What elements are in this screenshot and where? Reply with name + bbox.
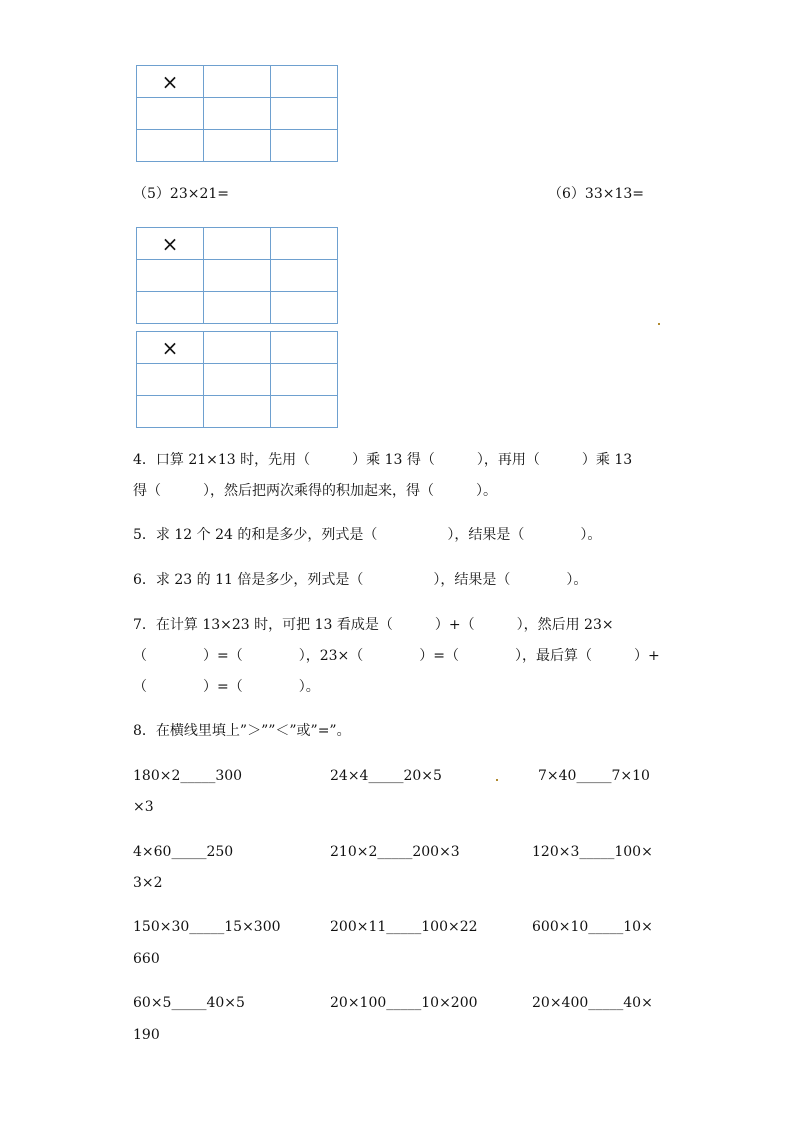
question-8-title: 8．在横线里填上”＞””＜”或”=”。 xyxy=(133,723,351,739)
question-5-label: （5）23×21= xyxy=(133,186,229,202)
grid-cell[interactable] xyxy=(271,292,338,324)
multiplication-grid-3 xyxy=(136,331,338,428)
comparison-3b: 200×11_____100×22 xyxy=(330,919,478,935)
comparison-2c-wrap: 3×2 xyxy=(133,875,163,891)
grid-cell[interactable] xyxy=(271,98,338,130)
grid-cell[interactable] xyxy=(271,396,338,428)
question-7-line-2: （ ）=（ ），23×（ ）=（ ），最后算（ ）+ xyxy=(133,648,660,664)
times-symbol: × xyxy=(137,332,204,364)
comparison-1a: 180×2_____300 xyxy=(133,768,243,784)
grid-cell[interactable] xyxy=(271,228,338,260)
grid-cell[interactable] xyxy=(137,292,204,324)
multiplication-grid-1 xyxy=(136,65,338,162)
grid-cell[interactable] xyxy=(204,260,271,292)
comparison-1c-wrap: ×3 xyxy=(133,799,154,815)
multiplication-grid-2 xyxy=(136,227,338,324)
grid-cell[interactable] xyxy=(204,292,271,324)
grid-cell[interactable] xyxy=(271,364,338,396)
grid-cell[interactable] xyxy=(204,130,271,162)
comparison-4b: 20×100_____10×200 xyxy=(330,995,478,1011)
stray-dot xyxy=(658,323,660,325)
grid-cell[interactable] xyxy=(271,66,338,98)
comparison-2a: 4×60_____250 xyxy=(133,844,234,860)
question-7-line-3: （ ）=（ ）。 xyxy=(133,679,320,695)
grid-cell[interactable] xyxy=(204,364,271,396)
grid-cell[interactable] xyxy=(137,396,204,428)
grid-cell[interactable] xyxy=(204,66,271,98)
grid-cell[interactable] xyxy=(204,332,271,364)
comparison-3c: 600×10_____10× xyxy=(532,919,653,935)
grid-cell[interactable] xyxy=(204,228,271,260)
question-6-label: （6）33×13= xyxy=(548,186,644,202)
comparison-3a: 150×30_____15×300 xyxy=(133,919,281,935)
grid-cell[interactable] xyxy=(137,98,204,130)
grid-cell[interactable] xyxy=(137,260,204,292)
grid-cell[interactable] xyxy=(271,332,338,364)
question-5-text: 5．求 12 个 24 的和是多少，列式是（ ），结果是（ ）。 xyxy=(133,527,602,543)
comparison-4c-wrap: 190 xyxy=(133,1027,160,1043)
comparison-2b: 210×2_____200×3 xyxy=(330,844,460,860)
comparison-4c: 20×400_____40× xyxy=(532,995,653,1011)
comparison-1c: 7×40_____7×10 xyxy=(538,768,650,784)
question-6-text: 6．求 23 的 11 倍是多少，列式是（ ），结果是（ ）。 xyxy=(133,572,588,588)
times-symbol: × xyxy=(137,66,204,98)
grid-cell[interactable] xyxy=(137,364,204,396)
times-symbol: × xyxy=(137,228,204,260)
comparison-1b: 24×4_____20×5 xyxy=(330,768,442,784)
question-4-line-2: 得（ ），然后把两次乘得的积加起来，得（ ）。 xyxy=(133,483,497,499)
comparison-2c: 120×3_____100× xyxy=(532,844,653,860)
grid-cell[interactable] xyxy=(271,130,338,162)
comparison-4a: 60×5_____40×5 xyxy=(133,995,245,1011)
comparison-3c-wrap: 660 xyxy=(133,951,160,967)
grid-cell[interactable] xyxy=(271,260,338,292)
grid-cell[interactable] xyxy=(204,396,271,428)
grid-cell[interactable] xyxy=(137,130,204,162)
grid-cell[interactable] xyxy=(204,98,271,130)
question-7-line-1: 7．在计算 13×23 时，可把 13 看成是（ ）+（ ），然后用 23× xyxy=(133,617,614,633)
stray-dot xyxy=(496,779,498,781)
question-4-line-1: 4．口算 21×13 时，先用（ ）乘 13 得（ ），再用（ ）乘 13 xyxy=(133,452,633,468)
